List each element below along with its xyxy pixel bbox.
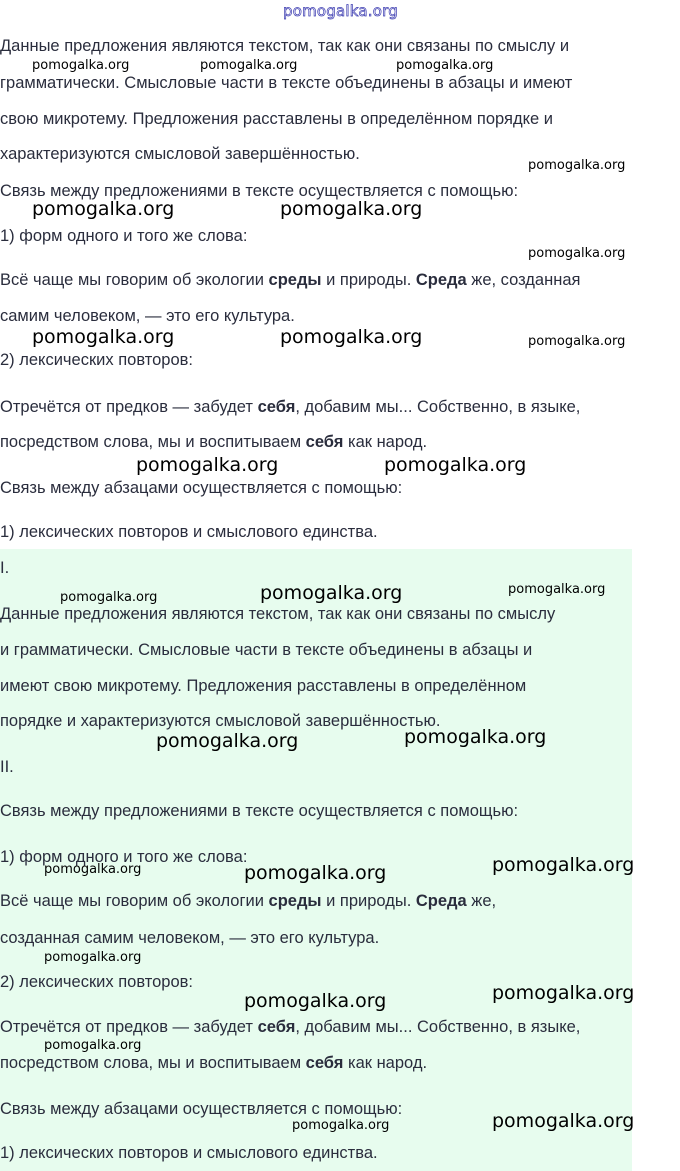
text-line: Данные предложения являются текстом, так как они связаны по смыслу — [0, 605, 556, 623]
sentence-link-heading: Связь между предложениями в тексте осуществляется с помощью: — [0, 802, 519, 820]
paragraph-link-heading: Связь между абзацами осуществляется с помощью: — [0, 479, 403, 497]
text-line: свою микротему. Предложения расставлены в определённом порядке и — [0, 110, 553, 128]
watermark: pomogalka.org — [44, 1038, 142, 1053]
text-line: имеют свою микротему. Предложения расставлены в определённом — [0, 677, 527, 695]
list-item: 1) лексических повторов и смыслового единства. — [0, 523, 378, 541]
text-line: порядке и характеризуются смысловой завершённостью. — [0, 712, 441, 730]
watermark: pomogalka.org — [384, 454, 527, 476]
highlight-word: себя — [305, 433, 344, 451]
watermark: pomogalka.org — [244, 990, 387, 1012]
watermark: pomogalka.org — [244, 862, 387, 884]
list-item: 2) лексических повторов: — [0, 351, 193, 369]
text-line: Данные предложения являются текстом, так как они связаны по смыслу и — [0, 37, 570, 55]
watermark: pomogalka.org — [156, 730, 299, 752]
watermark: pomogalka.org — [492, 982, 635, 1004]
example-line: посредством слова, мы и воспитываем себя как народ. — [0, 1054, 428, 1072]
watermark: pomogalka.org — [528, 334, 626, 349]
text-line: и грамматически. Смысловые части в тексте объединены в абзацы и — [0, 641, 533, 659]
example-line: созданная самим человеком, — это его культура. — [0, 929, 380, 947]
watermark: pomogalka.org — [32, 58, 130, 73]
sentence-link-heading: Связь между предложениями в тексте осуществляется с помощью: — [0, 182, 519, 200]
watermark: pomogalka.org — [32, 326, 175, 348]
watermark: pomogalka.org — [60, 590, 158, 605]
example-line: Всё чаще мы говорим об экологии среды и природы. Среда же, созданная — [0, 271, 581, 289]
paragraph-link-heading: Связь между абзацами осуществляется с помощью: — [0, 1100, 403, 1118]
watermark: pomogalka.org — [280, 326, 423, 348]
watermark: pomogalka.org — [404, 726, 547, 748]
list-item: 2) лексических повторов: — [0, 973, 193, 991]
list-item: 1) лексических повторов и смыслового единства. — [0, 1144, 378, 1162]
watermark: pomogalka.org — [508, 582, 606, 597]
watermark: pomogalka.org — [32, 198, 175, 220]
example-line: Отречётся от предков — забудет себя, добавим мы... Собственно, в языке, — [0, 398, 581, 416]
example-line: посредством слова, мы и воспитываем себя как народ. — [0, 433, 428, 451]
list-item: 1) форм одного и того же слова: — [0, 227, 248, 245]
watermark: pomogalka.org — [396, 58, 494, 73]
watermark: pomogalka.org — [280, 198, 423, 220]
watermark: pomogalka.org — [292, 1118, 390, 1133]
example-line: Всё чаще мы говорим об экологии среды и природы. Среда же, — [0, 892, 497, 910]
highlight-word: среды — [268, 892, 322, 910]
highlight-word: Среда — [415, 271, 467, 289]
watermark: pomogalka.org — [200, 58, 298, 73]
highlight-word: среды — [268, 271, 322, 289]
watermark: pomogalka.org — [528, 158, 626, 173]
highlight-word: себя — [257, 398, 296, 416]
text-line: грамматически. Смысловые части в тексте объединены в абзацы и имеют — [0, 74, 573, 92]
site-watermark-header: pomogalka.org — [283, 2, 398, 20]
section-number: I. — [0, 559, 10, 577]
watermark: pomogalka.org — [44, 950, 142, 965]
example-line: самим человеком, — это его культура. — [0, 307, 295, 325]
watermark: pomogalka.org — [136, 454, 279, 476]
watermark: pomogalka.org — [44, 862, 142, 877]
watermark: pomogalka.org — [492, 1110, 635, 1132]
highlight-word: Среда — [415, 892, 467, 910]
list-item: 1) форм одного и того же слова: — [0, 848, 248, 866]
highlight-word: себя — [305, 1054, 344, 1072]
text-line: характеризуются смысловой завершённостью. — [0, 145, 360, 163]
highlight-word: себя — [257, 1018, 296, 1036]
watermark: pomogalka.org — [492, 854, 635, 876]
watermark: pomogalka.org — [260, 582, 403, 604]
section-number: II. — [0, 758, 14, 776]
example-line: Отречётся от предков — забудет себя, добавим мы... Собственно, в языке, — [0, 1018, 581, 1036]
watermark: pomogalka.org — [528, 246, 626, 261]
